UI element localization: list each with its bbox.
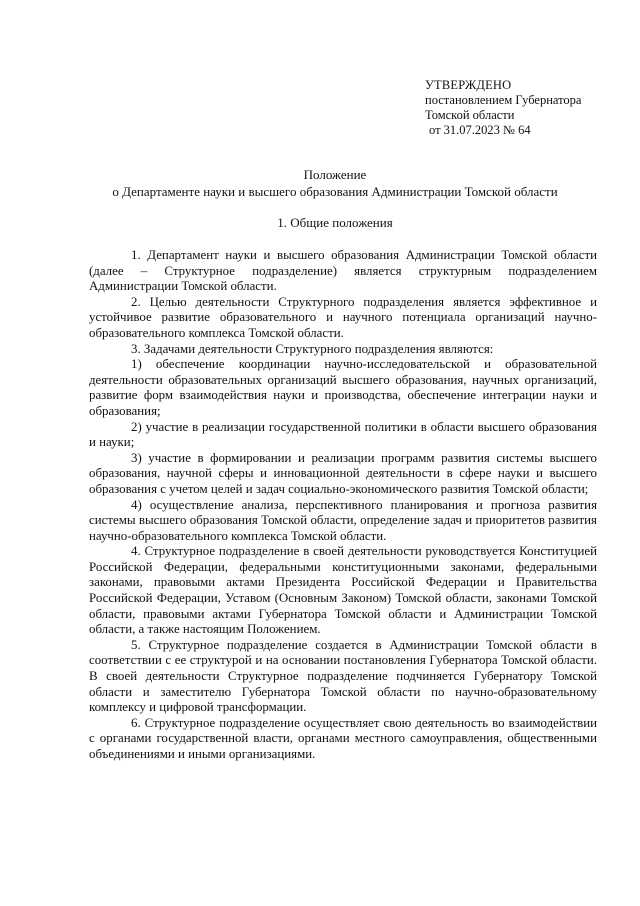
paragraph-3-item-4: 4) осуществление анализа, перспективного планирования и прогноза развития системы высшего образования Томской области, определение задач и приоритетов развития научно-образовательного комплекса Томской области. bbox=[89, 497, 597, 543]
approval-stamp bbox=[425, 78, 625, 138]
section-heading: 1. Общие положения bbox=[277, 215, 393, 230]
paragraph-6: 6. Структурное подразделение осуществляет свою деятельность во взаимодействии с органами государственной власти, органами местного самоуправления, общественными объединениями и иными организациями. bbox=[89, 715, 597, 761]
paragraph-3-item-1: 1) обеспечение координации научно-исследовательской и образовательной деятельности образовательных организаций высшего образования, научных организаций, развитие форм взаимодействия науки и производства, обеспечение интеграции науки и образования; bbox=[89, 357, 597, 418]
paragraph-3-item-3: 3) участие в формировании и реализации программ развития системы высшего образования, научной сферы и инновационной деятельности в сфере науки и высшего образования с учетом целей и задач социально-экономического развития Томской области; bbox=[89, 450, 597, 496]
document-subtitle: о Департаменте науки и высшего образования Администрации Томской области bbox=[112, 184, 558, 199]
section-body bbox=[89, 248, 597, 763]
paragraph-3: 3. Задачами деятельности Структурного подразделения являются: bbox=[131, 341, 494, 356]
approval-line-1: постановлением Губернатора bbox=[425, 93, 582, 107]
document-title-block bbox=[80, 166, 590, 200]
approval-date: от 31.07.2023 № 64 bbox=[429, 123, 531, 137]
paragraph-2: 2. Целью деятельности Структурного подразделения является эффективное и устойчивое развитие образовательного и научного потенциала организаций научно-образовательного комплекса Томской области. bbox=[89, 294, 597, 340]
approval-line-2: Томской области bbox=[425, 108, 515, 122]
paragraph-3-item-2: 2) участие в реализации государственной политики в области высшего образования и науки; bbox=[89, 419, 597, 450]
approval-heading: УТВЕРЖДЕНО bbox=[425, 78, 512, 92]
paragraph-1: 1. Департамент науки и высшего образования Администрации Томской области (далее – Структурное подразделение) является структурным подразделением Администрации Томской области. bbox=[89, 248, 597, 294]
paragraph-5: 5. Структурное подразделение создается в Администрации Томской области в соответствии с ее структурой и на основании постановления Губернатора Томской области. В своей деятельности Структурное подразделение подчиняется Губернатору Томской области и заместителю Губернатора Томской области по научно-образовательному комплексу и цифровой трансформации. bbox=[89, 637, 597, 715]
document-title: Положение bbox=[303, 167, 367, 182]
paragraph-4: 4. Структурное подразделение в своей деятельности руководствуется Конституцией Российской Федерации, федеральными конституционными законами, федеральными законами, правовыми актами Президента Российской Федерации и Правительства Российской Федерации, Уставом (Основным Законом) Томской области, законами Томской области, правовыми актами Губернатора Томской области и Администрации Томской области, а также настоящим Положением. bbox=[89, 544, 597, 637]
